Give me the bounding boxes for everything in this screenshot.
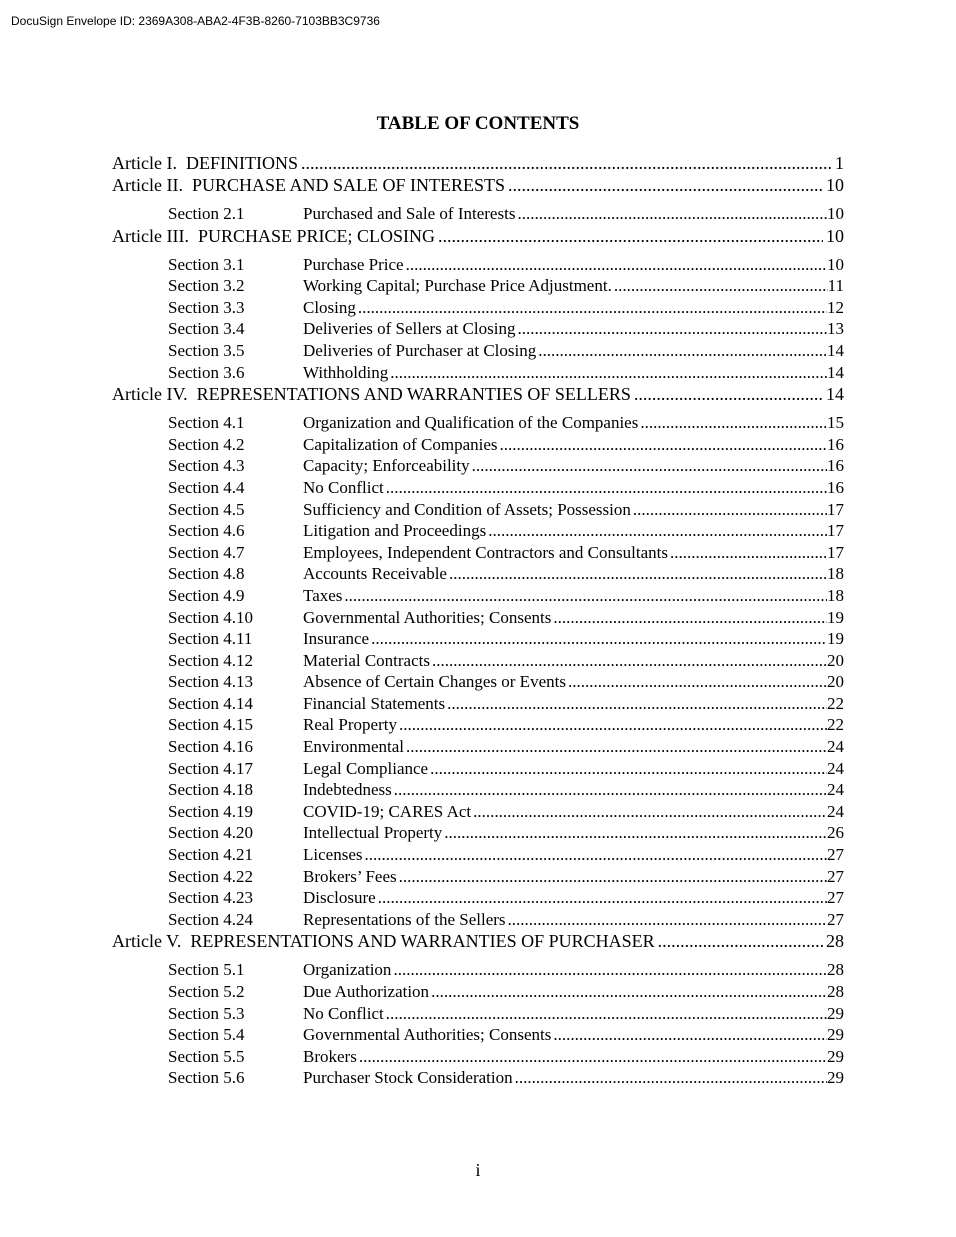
section-page-number: 12 xyxy=(827,297,844,317)
dot-leader xyxy=(390,362,827,384)
dot-leader xyxy=(364,844,827,866)
section-page-number: 22 xyxy=(827,715,844,735)
section-number: Section 4.12 xyxy=(168,650,253,670)
section-number: Section 3.1 xyxy=(168,254,245,274)
section-title: Accounts Receivable xyxy=(303,564,447,584)
dot-leader xyxy=(438,225,823,247)
dot-leader xyxy=(432,650,827,672)
section-title: Sufficiency and Condition of Assets; Possession xyxy=(303,499,631,519)
dot-leader xyxy=(430,758,827,780)
envelope-id: DocuSign Envelope ID: 2369A308-ABA2-4F3B-8260-7103BB3C9736 xyxy=(11,14,380,28)
section-page-number: 14 xyxy=(827,340,844,360)
dot-leader xyxy=(517,203,827,225)
article-block xyxy=(112,225,844,384)
section-title: Material Contracts xyxy=(303,650,430,670)
article-label: Article II. PURCHASE AND SALE OF INTERESTS xyxy=(112,175,506,195)
article-page-number: 1 xyxy=(835,153,844,173)
section-title: Real Property xyxy=(303,715,397,735)
section-number: Section 4.21 xyxy=(168,845,253,865)
toc-section-entry[interactable] xyxy=(112,297,844,319)
section-list xyxy=(112,254,844,384)
toc-section-entry[interactable] xyxy=(112,736,844,758)
toc-section-entry[interactable] xyxy=(112,779,844,801)
dot-leader xyxy=(386,1003,827,1025)
toc-section-entry[interactable] xyxy=(112,318,844,340)
section-number: Section 5.5 xyxy=(168,1046,245,1066)
section-page-number: 24 xyxy=(827,737,844,757)
section-number: Section 5.2 xyxy=(168,982,245,1001)
section-title: Organization xyxy=(303,960,392,980)
section-number: Section 4.13 xyxy=(168,672,253,692)
section-page-number: 27 xyxy=(827,909,844,929)
section-number: Section 4.22 xyxy=(168,866,253,886)
section-number: Section 4.5 xyxy=(168,499,245,519)
dot-leader xyxy=(538,340,827,362)
article-page-number: 14 xyxy=(826,384,844,405)
section-page-number: 16 xyxy=(827,456,844,476)
toc-section-entry[interactable] xyxy=(112,362,844,384)
toc-section-entry[interactable] xyxy=(112,520,844,542)
section-number: Section 4.14 xyxy=(168,693,253,713)
section-number: Section 4.16 xyxy=(168,737,253,757)
section-list xyxy=(112,203,844,225)
dot-leader xyxy=(393,959,827,981)
section-page-number: 19 xyxy=(827,629,844,649)
section-page-number: 27 xyxy=(827,845,844,865)
section-page-number: 29 xyxy=(827,1046,844,1066)
section-page-number: 20 xyxy=(827,672,844,692)
section-title: Intellectual Property xyxy=(303,823,443,843)
toc-article-entry[interactable] xyxy=(112,225,844,247)
section-title: Financial Statements xyxy=(303,693,446,713)
section-page-number: 11 xyxy=(827,276,844,296)
section-number: Section 3.3 xyxy=(168,297,245,317)
dot-leader xyxy=(658,930,823,952)
section-number: Section 4.4 xyxy=(168,477,245,497)
section-page-number: 24 xyxy=(827,758,844,778)
toc-section-entry[interactable] xyxy=(112,959,844,981)
toc-section-entry[interactable] xyxy=(112,1003,844,1025)
section-number: Section 5.4 xyxy=(168,1025,245,1045)
section-title: Litigation and Proceedings xyxy=(303,521,487,541)
section-number: Section 4.3 xyxy=(168,456,245,476)
section-page-number: 29 xyxy=(827,1068,844,1088)
dot-leader xyxy=(553,607,827,629)
page-title: TABLE OF CONTENTS xyxy=(376,113,580,134)
dot-leader xyxy=(500,434,827,456)
section-title: Withholding xyxy=(303,362,389,382)
section-number: Section 3.2 xyxy=(168,276,245,296)
toc-section-entry[interactable] xyxy=(112,275,844,297)
section-title: Purchaser Stock Consideration xyxy=(303,1068,513,1088)
section-page-number: 28 xyxy=(827,960,844,980)
section-title: Working Capital; Purchase Price Adjustment. xyxy=(303,276,612,296)
section-title: No Conflict xyxy=(303,1003,384,1023)
toc-section-entry[interactable] xyxy=(112,434,844,456)
toc-section-entry[interactable] xyxy=(112,650,844,672)
section-title: Disclosure xyxy=(303,888,376,908)
section-title: Governmental Authorities; Consents xyxy=(303,1025,552,1045)
article-block xyxy=(112,152,844,174)
section-list xyxy=(112,959,844,1089)
section-title: Representations of the Sellers xyxy=(303,909,506,929)
section-page-number: 16 xyxy=(827,434,844,454)
section-number: Section 5.1 xyxy=(168,960,245,980)
section-title: Purchased and Sale of Interests xyxy=(303,204,516,223)
dot-leader xyxy=(634,383,823,405)
section-number: Section 4.15 xyxy=(168,715,253,735)
dot-leader xyxy=(508,174,823,196)
toc-section-entry[interactable] xyxy=(112,1067,844,1089)
section-number: Section 4.6 xyxy=(168,521,245,541)
section-list xyxy=(112,412,844,930)
table-of-contents xyxy=(112,152,844,1089)
section-title: Deliveries of Purchaser at Closing xyxy=(303,340,537,360)
section-title: Brokers’ Fees xyxy=(303,866,397,886)
section-number: Section 4.9 xyxy=(168,585,245,605)
toc-section-entry[interactable] xyxy=(112,628,844,650)
section-page-number: 22 xyxy=(827,693,844,713)
section-page-number: 27 xyxy=(827,888,844,908)
section-number: Section 4.11 xyxy=(168,629,253,649)
section-title: Indebtedness xyxy=(303,780,392,800)
section-title: Brokers xyxy=(303,1046,357,1066)
article-label: Article III. PURCHASE PRICE; CLOSING xyxy=(112,225,435,246)
toc-section-entry[interactable] xyxy=(112,866,844,888)
dot-leader xyxy=(508,909,827,931)
toc-section-entry[interactable] xyxy=(112,607,844,629)
toc-section-entry[interactable] xyxy=(112,203,844,225)
toc-section-entry[interactable] xyxy=(112,455,844,477)
section-page-number: 16 xyxy=(827,477,844,497)
toc-section-entry[interactable] xyxy=(112,542,844,564)
toc-section-entry[interactable] xyxy=(112,887,844,909)
section-page-number: 15 xyxy=(827,413,844,433)
section-title: Capacity; Enforceability xyxy=(303,456,470,476)
toc-section-entry[interactable] xyxy=(112,563,844,585)
toc-section-entry[interactable] xyxy=(112,585,844,607)
dot-leader xyxy=(394,779,827,801)
section-number: Section 4.18 xyxy=(168,780,253,800)
section-title: Purchase Price xyxy=(303,254,404,274)
section-number: Section 5.6 xyxy=(168,1068,245,1088)
toc-section-entry[interactable] xyxy=(112,477,844,499)
toc-section-entry[interactable] xyxy=(112,254,844,276)
section-page-number: 17 xyxy=(827,542,844,562)
article-label: Article V. REPRESENTATIONS AND WARRANTIES OF PURCHASER xyxy=(112,931,655,952)
dot-leader xyxy=(670,542,827,564)
section-page-number: 29 xyxy=(827,1025,844,1045)
dot-leader xyxy=(640,412,827,434)
dot-leader xyxy=(488,520,827,542)
section-title: Due Authorization xyxy=(303,982,430,1001)
article-label: Article IV. REPRESENTATIONS AND WARRANTIES OF SELLERS xyxy=(112,384,631,405)
toc-section-entry[interactable] xyxy=(112,499,844,521)
section-title: No Conflict xyxy=(303,477,384,497)
section-title: Environmental xyxy=(303,737,405,757)
section-number: Section 4.7 xyxy=(168,542,245,562)
section-page-number: 27 xyxy=(827,866,844,886)
section-title: Deliveries of Sellers at Closing xyxy=(303,319,516,339)
section-page-number: 10 xyxy=(827,204,844,223)
section-page-number: 19 xyxy=(827,607,844,627)
toc-section-entry[interactable] xyxy=(112,340,844,362)
section-page-number: 24 xyxy=(827,780,844,800)
article-page-number: 10 xyxy=(826,175,844,195)
dot-leader xyxy=(568,671,827,693)
section-title: Capitalization of Companies xyxy=(303,434,498,454)
section-number: Section 3.6 xyxy=(168,362,245,382)
section-number: Section 3.5 xyxy=(168,340,245,360)
dot-leader xyxy=(431,981,827,1003)
section-number: Section 4.2 xyxy=(168,434,245,454)
dot-leader xyxy=(399,714,827,736)
toc-article-entry[interactable] xyxy=(112,930,844,952)
section-title: Absence of Certain Changes or Events xyxy=(303,672,566,692)
toc-section-entry[interactable] xyxy=(112,909,844,931)
section-number: Section 4.10 xyxy=(168,607,253,627)
section-page-number: 17 xyxy=(827,499,844,519)
section-page-number: 29 xyxy=(827,1003,844,1023)
dot-leader xyxy=(359,1046,827,1068)
section-page-number: 26 xyxy=(827,823,844,843)
toc-section-entry[interactable] xyxy=(112,801,844,823)
section-number: Section 4.24 xyxy=(168,909,253,929)
dot-leader xyxy=(386,477,827,499)
section-title: Legal Compliance xyxy=(303,758,429,778)
toc-section-entry[interactable] xyxy=(112,412,844,434)
section-title: Taxes xyxy=(303,585,343,605)
dot-leader xyxy=(301,152,832,174)
section-number: Section 4.8 xyxy=(168,564,245,584)
toc-section-entry[interactable] xyxy=(112,714,844,736)
section-title: Closing xyxy=(303,297,356,317)
toc-article-entry[interactable] xyxy=(112,152,844,174)
section-page-number: 18 xyxy=(827,585,844,605)
dot-leader xyxy=(406,736,827,758)
section-page-number: 13 xyxy=(827,319,844,339)
page-number: i xyxy=(475,1160,481,1180)
section-number: Section 4.19 xyxy=(168,801,253,821)
article-block xyxy=(112,174,844,225)
dot-leader xyxy=(358,297,827,319)
toc-section-entry[interactable] xyxy=(112,671,844,693)
section-number: Section 5.3 xyxy=(168,1003,245,1023)
section-page-number: 14 xyxy=(827,362,844,382)
toc-section-entry[interactable] xyxy=(112,758,844,780)
dot-leader xyxy=(515,1067,827,1089)
section-page-number: 17 xyxy=(827,521,844,541)
section-number: Section 4.20 xyxy=(168,823,253,843)
dot-leader xyxy=(406,254,827,276)
article-block xyxy=(112,930,844,1089)
section-number: Section 4.1 xyxy=(168,413,245,433)
section-number: Section 2.1 xyxy=(168,204,245,223)
section-title: Licenses xyxy=(303,845,363,865)
dot-leader xyxy=(444,822,827,844)
toc-section-entry[interactable] xyxy=(112,693,844,715)
section-title: Employees, Independent Contractors and Consultants xyxy=(303,542,668,562)
section-number: Section 3.4 xyxy=(168,319,245,339)
dot-leader xyxy=(447,693,827,715)
toc-article-entry[interactable] xyxy=(112,174,844,196)
toc-section-entry[interactable] xyxy=(112,1024,844,1046)
dot-leader xyxy=(614,275,828,297)
toc-section-entry[interactable] xyxy=(112,822,844,844)
section-title: Insurance xyxy=(303,629,370,649)
dot-leader xyxy=(399,866,827,888)
toc-section-entry[interactable] xyxy=(112,981,844,1003)
dot-leader xyxy=(344,585,827,607)
dot-leader xyxy=(449,563,827,585)
dot-leader xyxy=(371,628,827,650)
dot-leader xyxy=(633,499,827,521)
dot-leader xyxy=(553,1024,827,1046)
section-number: Section 4.23 xyxy=(168,888,253,908)
article-page-number: 28 xyxy=(826,931,844,952)
section-title: COVID-19; CARES Act xyxy=(303,801,472,821)
article-label: Article I. DEFINITIONS xyxy=(112,153,298,173)
section-page-number: 18 xyxy=(827,564,844,584)
section-title: Organization and Qualification of the Companies xyxy=(303,413,639,433)
dot-leader xyxy=(473,801,827,823)
dot-leader xyxy=(378,887,827,909)
article-block xyxy=(112,383,844,930)
section-page-number: 28 xyxy=(827,982,844,1001)
article-page-number: 10 xyxy=(826,225,844,246)
section-title: Governmental Authorities; Consents xyxy=(303,607,552,627)
toc-section-entry[interactable] xyxy=(112,844,844,866)
dot-leader xyxy=(517,318,827,340)
section-number: Section 4.17 xyxy=(168,758,253,778)
toc-article-entry[interactable] xyxy=(112,383,844,405)
section-page-number: 10 xyxy=(827,254,844,274)
section-page-number: 24 xyxy=(827,801,844,821)
section-page-number: 20 xyxy=(827,650,844,670)
dot-leader xyxy=(472,455,827,477)
toc-section-entry[interactable] xyxy=(112,1046,844,1068)
